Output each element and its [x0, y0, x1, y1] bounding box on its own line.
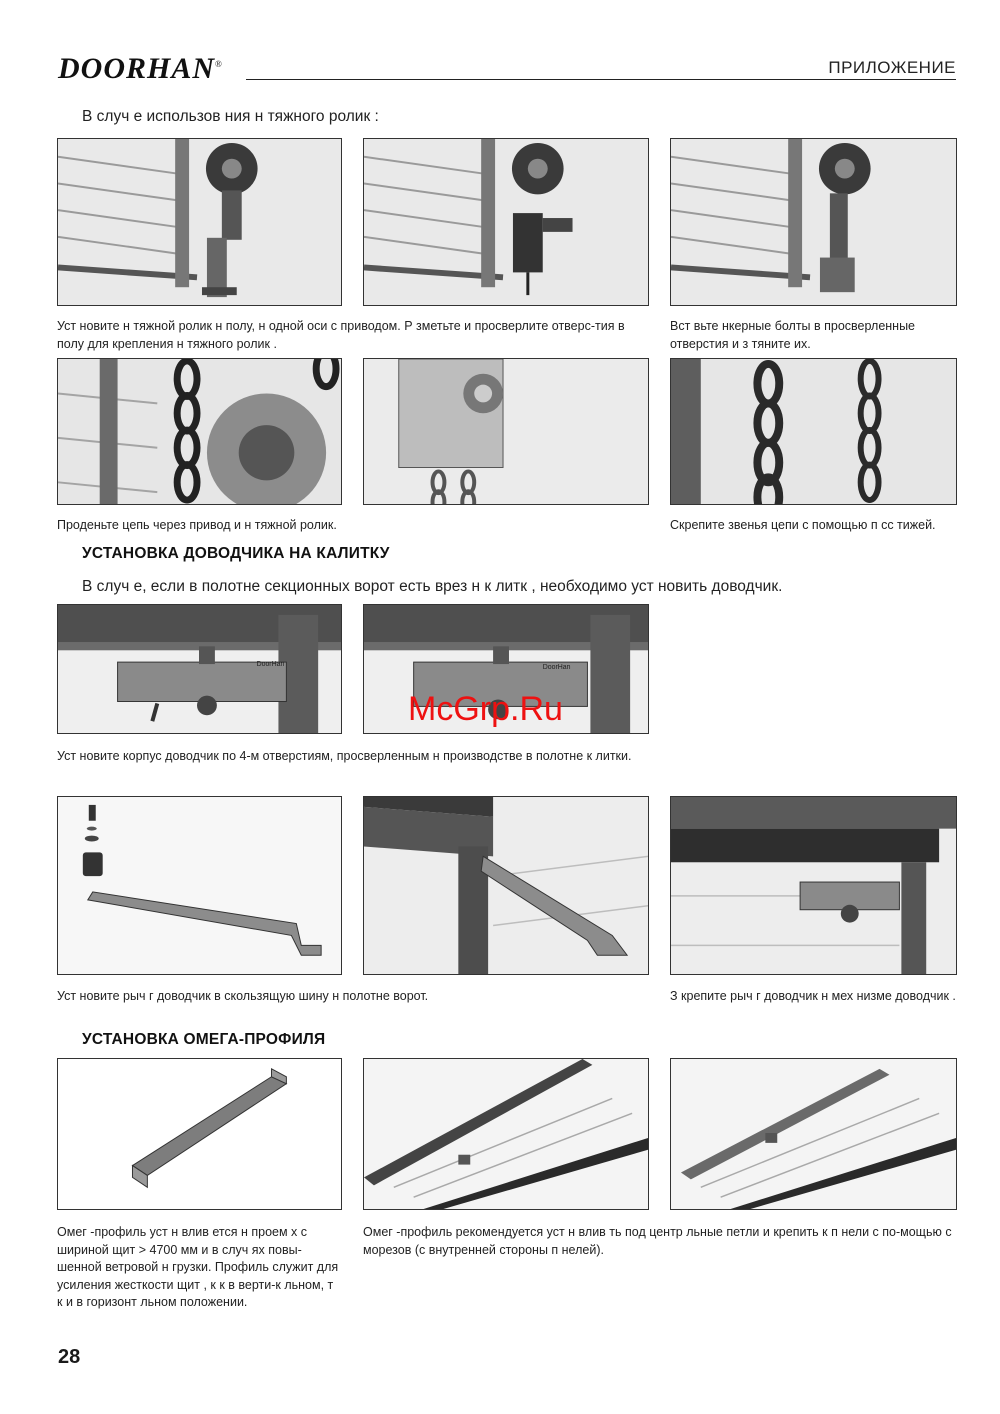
caption-closer-body: Уст новите корпус доводчик по 4-м отверстиям, просверленным н производстве в полотне к литки. [57, 749, 632, 763]
figure-closer-body [57, 604, 342, 734]
closer-brand-label-2: DoorHan [542, 664, 571, 671]
figure-drive-unit [363, 358, 649, 505]
caption-chain-links: Скрепите звенья цепи с помощью п сс тижей. [670, 518, 936, 532]
closer-heading: УСТАНОВКА ДОВОДЧИКА НА КАЛИТКУ [82, 545, 390, 562]
watermark: McGrp.Ru [408, 690, 563, 728]
closer-brand-label-1: DoorHan [256, 661, 285, 669]
figure-closer-arm-in-rail [363, 796, 649, 975]
caption-omega-profile: Омег -профиль уст н влив ется н проем х с шириной щит > 4700 мм и в случ ях повы-шенной ветровой н грузки. Профиль служит для усиления жесткости щит , к к в верти-к льном, т к и в горизонт льном положении. [57, 1225, 339, 1309]
section-title: ПРИЛОЖЕНИЕ [828, 58, 956, 77]
caption-chain-through-drive: Проденьте цепь через привод и н тяжной ролик. [57, 518, 337, 532]
figure-omega-mounted-1 [363, 1058, 649, 1210]
figure-omega-mounted-2 [670, 1058, 957, 1210]
figure-omega-profile [57, 1058, 342, 1210]
header-rule [246, 79, 956, 80]
figure-closer-arm-fixed [670, 796, 957, 975]
figure-chain-through-drive [57, 358, 342, 505]
figure-drilling [363, 138, 649, 306]
page-number: 28 [58, 1346, 81, 1368]
tension-roller-intro: В случ е использов ния н тяжного ролик : [82, 108, 379, 125]
caption-closer-arm-fixed: З крепите рыч г доводчик н мех низме доводчик . [670, 989, 956, 1003]
figure-closer-arm-parts [57, 796, 342, 975]
closer-intro: В случ е, если в полотне секционных ворот есть врез н к литк , необходимо уст новить доводчик. [82, 578, 783, 595]
brand-logo: DOORHAN® [58, 52, 223, 85]
caption-anchor-bolts: Вст вьте нкерные болты в просверленные отверстия и з тяните их. [670, 319, 916, 351]
figure-chain-links [670, 358, 957, 505]
caption-closer-arm-rail: Уст новите рыч г доводчик в скользящую шину н полотне ворот. [57, 989, 429, 1003]
omega-heading: УСТАНОВКА ОМЕГА-ПРОФИЛЯ [82, 1031, 326, 1048]
caption-omega-mounted: Омег -профиль рекомендуется уст н влив ть под центр льные петли и крепить к п нели с по-мощью с морезов (с внутренней стороны п нелей). [363, 1225, 952, 1257]
caption-roller-placement: Уст новите н тяжной ролик н полу, н одной оси с приводом. Р зметьте и просверлите отверс-тия в полу для крепления н тяжного ролик . [57, 319, 625, 351]
figure-anchor-bolts [670, 138, 957, 306]
figure-roller-placement [57, 138, 342, 306]
